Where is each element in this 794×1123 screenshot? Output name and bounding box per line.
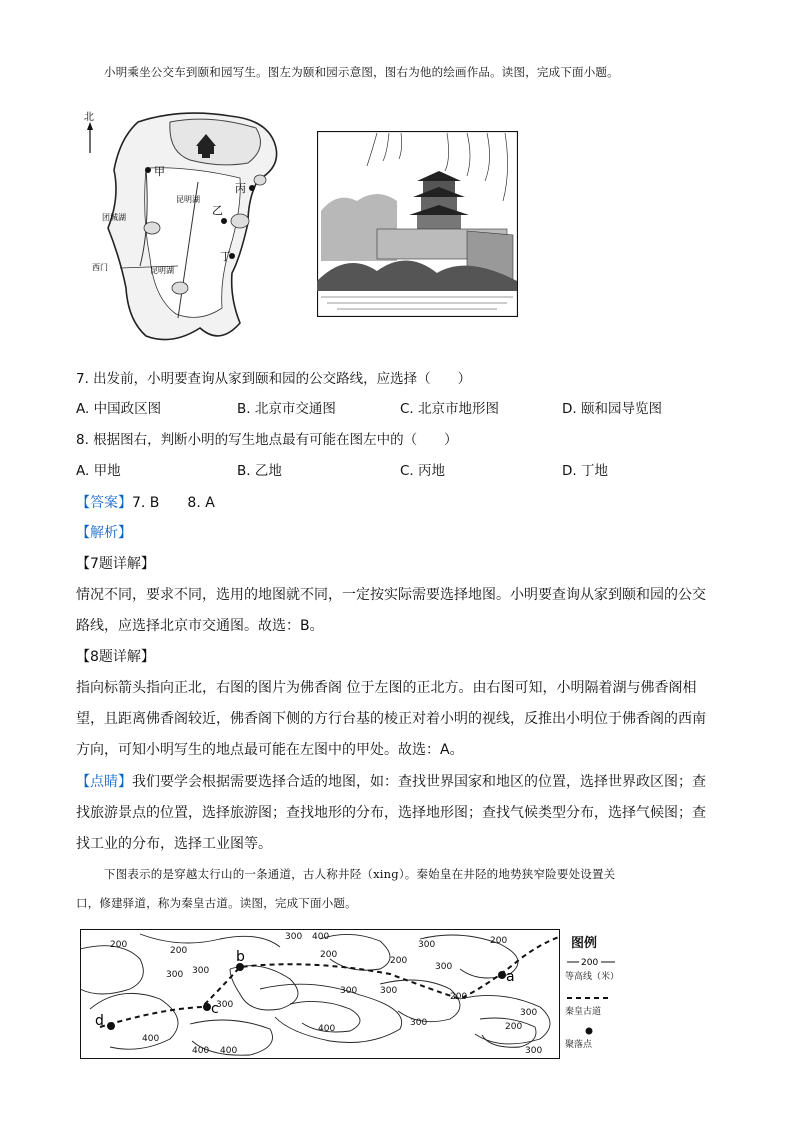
q7-detail-line-1: 情况不同，要求不同，选用的地图就不同，一定按实际需要选择地图。小明要查询从家到颐和园的公交	[76, 587, 706, 603]
sketch-painting	[317, 131, 518, 317]
contour-label: 400	[220, 1046, 238, 1056]
q8-detail-line-1: 指向标箭头指向正北，右图的图片为佛香阁 位于左图的正北方。由右图可知，小明隔着湖与佛香阁相	[76, 680, 697, 696]
point-label-b: b	[236, 949, 245, 965]
label-bing: 丙	[235, 182, 246, 195]
legend-title: 图例	[571, 936, 598, 951]
label-yi: 乙	[212, 204, 223, 217]
settlement-a	[498, 971, 506, 979]
contour-label: 300	[285, 932, 303, 942]
settlement-d	[107, 1022, 115, 1030]
contour-label: 300	[216, 1000, 234, 1010]
legend-road-label: 秦皇古道	[565, 1007, 602, 1017]
tip-line-1: 我们要学会根据需要选择合适的地图，如：查找世界国家和地区的位置，选择世界政区图；查	[132, 774, 706, 790]
q7-option-c: C. 北京市地形图	[400, 401, 500, 417]
label-tuancheng-lake: 团城湖	[102, 213, 126, 222]
contour-label: 300	[410, 1018, 428, 1028]
contour-label: 200	[490, 936, 508, 946]
summer-palace-map	[80, 108, 290, 353]
contour-map	[80, 929, 560, 1059]
contour-label: 300	[525, 1046, 543, 1056]
legend-contour-label: 等高线（米）	[565, 972, 620, 982]
q7-option-a: A. 中国政区图	[76, 401, 162, 417]
answer-text: 7. B 8. A	[132, 495, 215, 511]
contour-label: 400	[318, 1024, 336, 1034]
contour-label: 300	[380, 986, 398, 996]
contour-label: 200	[450, 992, 468, 1002]
q8-option-b: B. 乙地	[237, 463, 282, 479]
analysis-label: 【解析】	[76, 525, 132, 541]
tip-line-3: 找工业的分布，选择工业图等。	[76, 836, 272, 852]
point-label-c: c	[211, 1001, 219, 1017]
label-kunming-lake-2: 昆明湖	[150, 266, 174, 275]
legend-contour-sample: 200	[581, 958, 599, 968]
answer-row	[76, 492, 215, 512]
contour-label: 200	[110, 940, 128, 950]
legend-settlement-label: 聚落点	[565, 1040, 593, 1050]
contour-label: 300	[520, 1008, 538, 1018]
q8-detail-line-3: 方向，可知小明写生的地点最可能在左图中的甲处。故选：A。	[76, 742, 464, 758]
contour-label: 300	[435, 962, 453, 972]
point-label-d: d	[95, 1013, 104, 1029]
contour-label: 200	[505, 1022, 523, 1032]
label-jia: 甲	[154, 165, 165, 178]
tip-label: 【点睛】	[76, 774, 132, 790]
north-arrow-icon	[87, 122, 93, 153]
intro-text-2-line-1: 下图表示的是穿越太行山的一条通道，古人称井陉（xing）。秦始皇在井陉的地势狭窄险要处设置关	[104, 867, 616, 881]
contour-label: 400	[192, 1046, 210, 1056]
q8-option-c: C. 丙地	[400, 463, 446, 479]
north-label: 北	[84, 112, 94, 123]
point-bing	[249, 185, 255, 191]
contour-label: 200	[320, 950, 338, 960]
contour-label: 300	[192, 966, 210, 976]
q7-option-b: B. 北京市交通图	[237, 401, 336, 417]
contour-label: 300	[418, 940, 436, 950]
q7-option-d: D. 颐和园导览图	[562, 401, 662, 417]
label-ding: 丁	[220, 250, 231, 263]
legend-road-symbol	[565, 992, 615, 1004]
q7-detail-line-2: 路线，应选择北京市交通图。故选：B。	[76, 618, 324, 634]
map-legend	[565, 932, 655, 1050]
contour-label: 200	[170, 946, 188, 956]
contour-label: 400	[312, 932, 330, 942]
q8-option-d: D. 丁地	[562, 463, 608, 479]
point-label-a: a	[506, 969, 515, 985]
contour-label: 300	[166, 970, 184, 980]
contour-label: 200	[390, 956, 408, 966]
tip-row	[76, 771, 706, 791]
contour-label: 300	[340, 986, 358, 996]
label-west-gate: 西门	[92, 263, 108, 272]
question-7-stem: 7. 出发前，小明要查询从家到颐和园的公交路线，应选择（ ）	[76, 371, 472, 387]
intro-text-2-line-2: 口，修建驿道，称为秦皇古道。读图，完成下面小题。	[76, 896, 357, 910]
answer-label: 【答案】	[76, 495, 132, 511]
label-kunming-lake-1: 昆明湖	[176, 195, 200, 204]
intro-text-1: 小明乘坐公交车到颐和园写生。图左为颐和园示意图，图右为他的绘画作品。读图，完成下面小题。	[104, 65, 619, 79]
q7-detail-label: 【7题详解】	[76, 556, 155, 572]
point-yi	[221, 218, 227, 224]
tip-line-2: 找旅游景点的位置，选择旅游图；查找地形的分布，选择地形图；查找气候类型分布，选择气候图；查	[76, 805, 706, 821]
legend-settlement-symbol	[565, 1025, 615, 1037]
contour-label: 400	[142, 1034, 160, 1044]
point-jia	[145, 167, 151, 173]
question-8-stem: 8. 根据图右，判断小明的写生地点最有可能在图左中的（ ）	[76, 432, 458, 448]
q8-detail-line-2: 望，且距离佛香阁较近，佛香阁下侧的方行台基的棱正对着小明的视线，反推出小明位于佛香阁的西南	[76, 711, 706, 727]
legend-contour-symbol	[565, 953, 625, 969]
q8-option-a: A. 甲地	[76, 463, 121, 479]
q8-detail-label: 【8题详解】	[76, 649, 155, 665]
settlement-c	[203, 1003, 211, 1011]
